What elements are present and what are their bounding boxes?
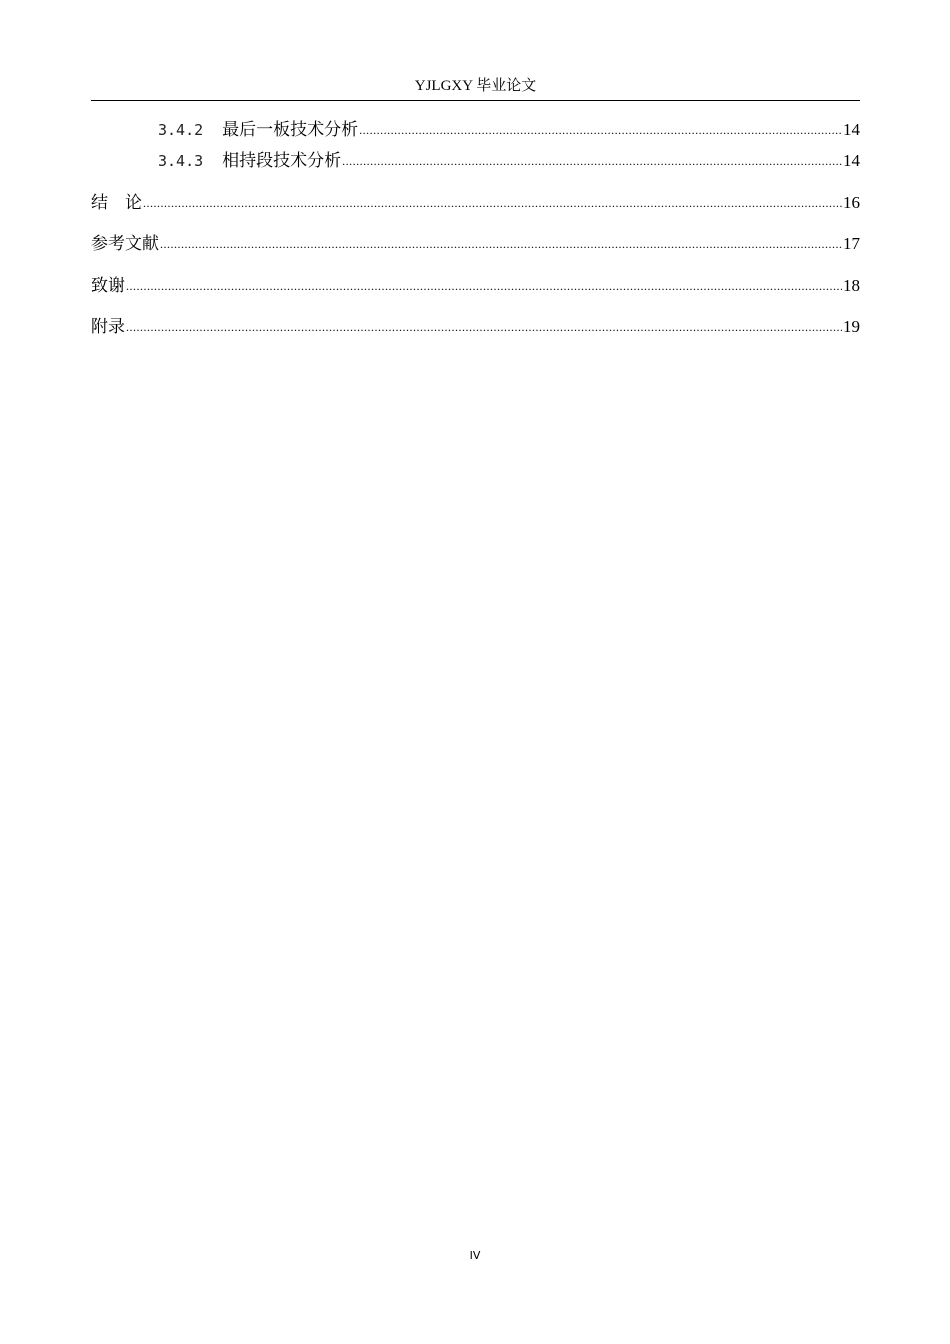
toc-entry[interactable] bbox=[158, 149, 860, 173]
toc-entry-title: 相持段技术分析 bbox=[222, 151, 342, 171]
running-header: YJLGXY 毕业论文 bbox=[414, 78, 537, 94]
toc-entry-title: 致谢 bbox=[91, 276, 125, 296]
toc-entry-number: 3.4.2 bbox=[158, 121, 204, 139]
toc-entry-page: 19 bbox=[843, 317, 860, 336]
toc-entry-page: 14 bbox=[843, 151, 860, 170]
toc-entry-title: 参考文献 bbox=[91, 234, 159, 254]
toc-entry-page: 16 bbox=[843, 193, 860, 212]
toc-leader-dots bbox=[126, 315, 842, 339]
toc-entry-title: 最后一板技术分析 bbox=[222, 120, 359, 140]
toc-entry[interactable] bbox=[91, 274, 860, 298]
header-rule bbox=[91, 100, 860, 101]
toc-entry-page: 17 bbox=[843, 234, 860, 253]
toc-entry-number: 3.4.3 bbox=[158, 152, 204, 170]
toc-entry[interactable] bbox=[91, 191, 860, 215]
toc-leader-dots bbox=[359, 118, 842, 142]
toc-entry-title: 附录 bbox=[91, 317, 125, 337]
page-number: IV bbox=[469, 1249, 481, 1262]
toc-entry[interactable] bbox=[91, 315, 860, 339]
toc-leader-dots bbox=[143, 191, 842, 215]
toc-leader-dots bbox=[342, 149, 842, 173]
toc-entry[interactable] bbox=[158, 118, 860, 142]
toc-entry-title: 结 论 bbox=[91, 193, 142, 213]
toc-leader-dots bbox=[126, 274, 842, 298]
toc-entry[interactable] bbox=[91, 232, 860, 256]
toc-entry-page: 14 bbox=[843, 120, 860, 139]
toc-entry-page: 18 bbox=[843, 276, 860, 295]
toc-leader-dots bbox=[160, 232, 842, 256]
